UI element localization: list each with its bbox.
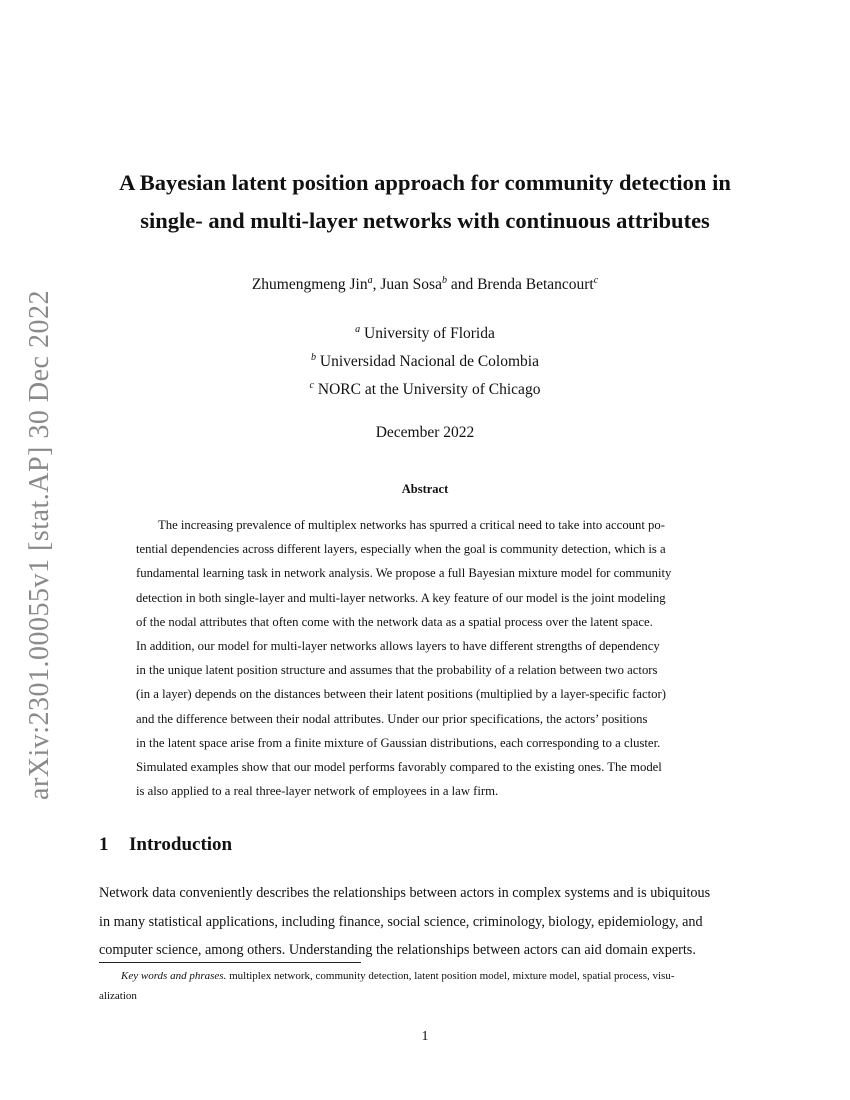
author-affiliation-mark: b <box>441 275 447 286</box>
footnote-keywords: multiplex network, community detection, latent position model, mixture model, spatial process, visu- <box>226 970 675 982</box>
paper-title <box>60 164 790 240</box>
abstract-body <box>136 513 714 803</box>
affiliation-name: Universidad Nacional de Colombia <box>319 353 539 370</box>
affiliation-mark: a <box>355 324 361 335</box>
affiliation-name: NORC at the University of Chicago <box>317 381 541 398</box>
arxiv-identifier: arXiv:2301.00055v1 [stat.AP] 30 Dec 2022 <box>24 290 55 800</box>
abstract-heading: Abstract <box>401 482 449 496</box>
abstract-line: (in a layer) depends on the distances between their latent positions (multiplied by a layer-specific factor) <box>136 687 666 702</box>
abstract-line: and the difference between their nodal attributes. Under our prior specifications, the actors’ positions <box>136 711 648 726</box>
abstract-line: is also applied to a real three-layer network of employees in a law firm. <box>136 784 499 799</box>
affiliation-item <box>60 376 790 404</box>
affiliation-list <box>60 320 790 404</box>
affiliation-item <box>60 320 790 348</box>
affiliation-mark: b <box>311 352 316 363</box>
paragraph-line: computer science, among others. Understanding the relationships between actors can aid domain experts. <box>99 942 696 958</box>
footnote-line: alization <box>99 990 137 1002</box>
affiliation-name: University of Florida <box>364 325 495 342</box>
abstract-line: In addition, our model for multi-layer networks allows layers to have different strengths of dependency <box>136 639 660 654</box>
paper-date: December 2022 <box>375 424 475 441</box>
author-affiliation-mark: a <box>367 275 373 286</box>
affiliation-item <box>60 348 790 376</box>
abstract-line: Simulated examples show that our model performs favorably compared to the existing ones. The model <box>136 760 662 775</box>
abstract-line: of the nodal attributes that often come with the network data as a spatial process over the latent space. <box>136 614 653 629</box>
abstract-line: tential dependencies across different layers, especially when the goal is community detection, which is a <box>136 542 666 557</box>
author-list <box>60 276 790 294</box>
footnote-rule <box>99 962 361 963</box>
paragraph-line: Network data conveniently describes the relationships between actors in complex systems and is ubiquitous <box>99 885 711 901</box>
author-name: Zhumengmeng Jin <box>251 276 368 293</box>
section-title: Introduction <box>129 834 233 855</box>
page-number: 1 <box>421 1029 429 1044</box>
affiliation-mark: c <box>309 380 314 391</box>
author-separator: and <box>446 276 478 293</box>
author-affiliation-mark: c <box>593 275 599 286</box>
section-number: 1 <box>99 834 109 855</box>
title-line-1: A Bayesian latent position approach for community detection in <box>119 170 731 195</box>
abstract-line: in the unique latent position structure and assumes that the probability of a relation between two actors <box>136 663 658 678</box>
author-separator: , <box>372 276 381 293</box>
abstract-line: in the latent space arise from a finite mixture of Gaussian distributions, each corresponding to a cluster. <box>136 735 661 750</box>
introduction-paragraph <box>99 879 752 965</box>
footnote-line <box>99 966 752 986</box>
footnote <box>99 966 752 1006</box>
abstract-line: detection in both single-layer and multi-layer networks. A key feature of our model is the joint modeling <box>136 590 666 605</box>
section-heading <box>99 834 232 856</box>
author-name: Juan Sosa <box>380 276 442 293</box>
abstract-line: The increasing prevalence of multiplex networks has spurred a critical need to take into account po- <box>158 518 665 532</box>
author-name: Brenda Betancourt <box>477 276 594 293</box>
abstract-line: fundamental learning task in network analysis. We propose a full Bayesian mixture model for community <box>136 566 672 581</box>
paragraph-line: in many statistical applications, including finance, social science, criminology, biology, epidemiology, and <box>99 913 703 930</box>
footnote-label: Key words and phrases. <box>121 970 227 982</box>
title-line-2: single- and multi-layer networks with continuous attributes <box>140 208 710 233</box>
